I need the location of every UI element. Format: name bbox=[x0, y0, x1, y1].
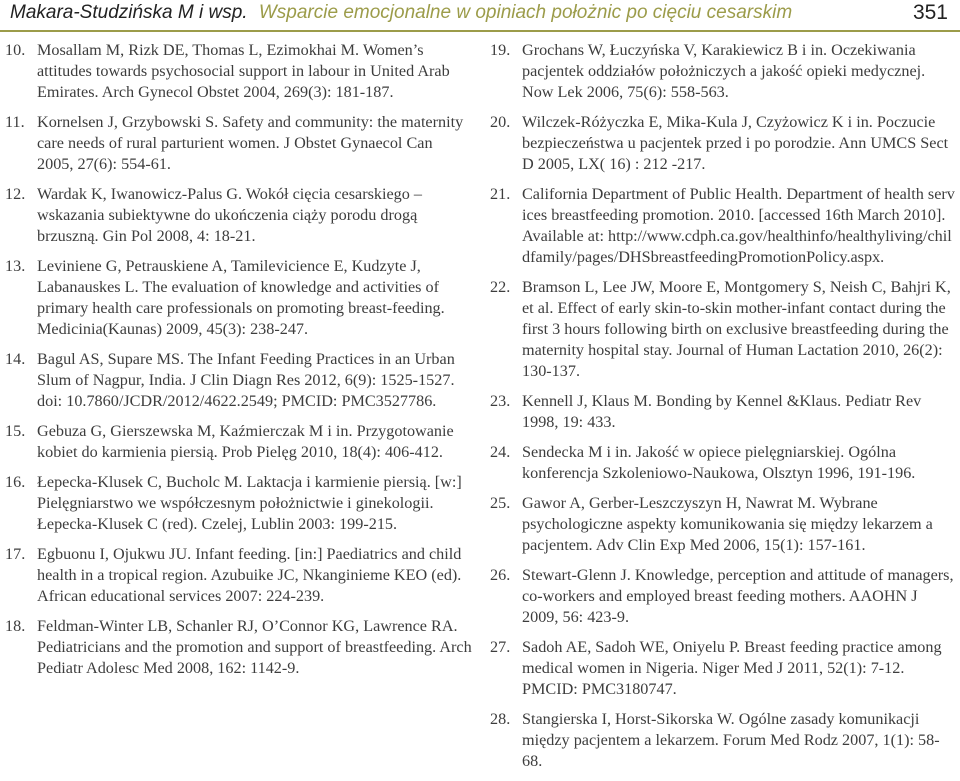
reference-item bbox=[490, 709, 955, 772]
reference-number: 22. bbox=[490, 278, 511, 296]
header-divider bbox=[0, 30, 960, 32]
reference-text: Stewart-Glenn J. Knowledge, perception and attitude of managers, co-workers and employed breast feeding mothers. AAOHN J 2009, 56: 423-9. bbox=[522, 566, 954, 626]
reference-number: 23. bbox=[490, 392, 511, 410]
reference-number: 26. bbox=[490, 566, 511, 584]
reference-number: 16. bbox=[5, 473, 26, 491]
reference-text: Łepecka-Klusek C, Bucholc M. Laktacja i karmienie piersią. [w:] Pielęgniarstwo we współczesnym położnictwie i ginekologii. Łepecka-Klusek C (red). Czelej, Lublin 2003: 199-215. bbox=[37, 473, 462, 533]
reference-number: 28. bbox=[490, 710, 511, 728]
reference-item bbox=[5, 421, 473, 463]
reference-item bbox=[490, 112, 955, 175]
reference-item bbox=[5, 616, 473, 679]
reference-item bbox=[490, 637, 955, 700]
reference-item bbox=[5, 40, 473, 103]
reference-text: California Department of Public Health. Department of health services breastfeeding promotion. 2010. [accessed 16th March 2010]. Available at: http://www.cdph.ca.gov/healthinfo/healthyliving/childfamily/pages/DHSbreastfeedingPromotionPolicy.aspx. bbox=[522, 185, 955, 266]
reference-text: Feldman-Winter LB, Schanler RJ, O’Connor KG, Lawrence RA. Pediatricians and the promotion and support of breastfeeding. Arch Pediatr Adolesc Med 2008, 162: 1142-9. bbox=[37, 617, 472, 677]
reference-text: Bagul AS, Supare MS. The Infant Feeding Practices in an Urban Slum of Nagpur, India. J Clin Diagn Res 2012, 6(9): 1525-1527. doi: 10.7860/JCDR/2012/4622.2549; PMCID: PMC3527786. bbox=[37, 350, 455, 410]
reference-number: 18. bbox=[5, 617, 26, 635]
references-right-column bbox=[490, 40, 955, 781]
reference-number: 25. bbox=[490, 494, 511, 512]
reference-item bbox=[5, 544, 473, 607]
reference-text: Gebuza G, Gierszewska M, Kaźmierczak M i in. Przygotowanie kobiet do karmienia piersią. Prob Pielęg 2010, 18(4): 406-412. bbox=[37, 422, 454, 461]
running-article-title: Wsparcie emocjonalne w opiniach położnic po cięciu cesarskim bbox=[258, 2, 793, 23]
reference-item bbox=[5, 112, 473, 175]
reference-text: Sadoh AE, Sadoh WE, Oniyelu P. Breast feeding practice among medical women in Nigeria. Niger Med J 2011, 52(1): 7-12. PMCID: PMC3180747. bbox=[522, 638, 942, 698]
reference-text: Kennell J, Klaus M. Bonding by Kennel &Klaus. Pediatr Rev 1998, 19: 433. bbox=[522, 392, 922, 431]
reference-text: Bramson L, Lee JW, Moore E, Montgomery S, Neish C, Bahjri K, et al. Effect of early skin-to-skin mother-infant contact during the first 3 hours following birth on exclusive breastfeeding during the maternity hospital stay. Journal of Human Lactation 2010, 26(2): 130-137. bbox=[522, 278, 951, 380]
reference-text: Leviniene G, Petrauskiene A, Tamilevicience E, Kudzyte J, Labanauskes L. The evaluation of knowledge and activities of primary health care professionals on promoting breast-feeding. Medicinia(Kaunas) 2009, 45(3): 238-247. bbox=[37, 257, 445, 338]
reference-number: 27. bbox=[490, 638, 511, 656]
reference-number: 10. bbox=[5, 41, 26, 59]
reference-number: 19. bbox=[490, 41, 511, 59]
reference-number: 13. bbox=[5, 257, 26, 275]
reference-number: 11. bbox=[5, 113, 25, 131]
reference-number: 15. bbox=[5, 422, 26, 440]
reference-text: Sendecka M i in. Jakość w opiece pielęgniarskiej. Ogólna konferencja Szkoleniowo-Naukowa, Olsztyn 1996, 191-196. bbox=[522, 443, 916, 482]
reference-item bbox=[490, 277, 955, 382]
reference-item bbox=[490, 184, 955, 268]
reference-item bbox=[490, 565, 955, 628]
reference-number: 12. bbox=[5, 185, 26, 203]
reference-item bbox=[490, 391, 955, 433]
references-left-column bbox=[5, 40, 473, 688]
reference-item bbox=[490, 442, 955, 484]
reference-text: Grochans W, Łuczyńska V, Karakiewicz B i in. Oczekiwania pacjentek oddziałów położniczych a jakość opieki medycznej. Now Lek 2006, 75(6): 558-563. bbox=[522, 41, 926, 101]
reference-item bbox=[5, 472, 473, 535]
running-title bbox=[10, 2, 792, 24]
page-number: 351 bbox=[912, 1, 948, 24]
reference-item bbox=[490, 493, 955, 556]
reference-number: 17. bbox=[5, 545, 26, 563]
reference-text: Wardak K, Iwanowicz-Palus G. Wokół cięcia cesarskiego – wskazania subiektywne do ukończenia ciąży porodu drogą brzuszną. Gin Pol 2008, 4: 18-21. bbox=[37, 185, 423, 245]
reference-text: Gawor A, Gerber-Leszczyszyn H, Nawrat M. Wybrane psychologiczne aspekty komunikowania się między lekarzem a pacjentem. Adv Clin Exp Med 2006, 15(1): 157-161. bbox=[522, 494, 933, 554]
reference-text: Stangierska I, Horst-Sikorska W. Ogólne zasady komunikacji między pacjentem a lekarzem. Forum Med Rodz 2007, 1(1): 58-68. bbox=[522, 710, 940, 770]
reference-text: Wilczek-Różyczka E, Mika-Kula J, Czyżowicz K i in. Poczucie bezpieczeństwa u pacjentek przed i po porodzie. Ann UMCS Sect D 2005, LX( 16) : 212 -217. bbox=[522, 113, 949, 173]
reference-number: 21. bbox=[490, 185, 511, 203]
reference-number: 24. bbox=[490, 443, 511, 461]
reference-item bbox=[5, 349, 473, 412]
reference-number: 14. bbox=[5, 350, 26, 368]
reference-item bbox=[490, 40, 955, 103]
reference-text: Mosallam M, Rizk DE, Thomas L, Ezimokhai M. Women’s attitudes towards psychosocial support in labour in United Arab Emirates. Arch Gynecol Obstet 2004, 269(3): 181-187. bbox=[37, 41, 450, 101]
reference-number: 20. bbox=[490, 113, 511, 131]
running-header bbox=[0, 0, 960, 30]
reference-text: Kornelsen J, Grzybowski S. Safety and community: the maternity care needs of rural parturient women. J Obstet Gynaecol Can 2005, 27(6): 554-61. bbox=[37, 113, 464, 173]
reference-item bbox=[5, 256, 473, 340]
reference-item bbox=[5, 184, 473, 247]
running-authors: Makara-Studzińska M i wsp. bbox=[10, 2, 248, 23]
reference-text: Egbuonu I, Ojukwu JU. Infant feeding. [in:] Paediatrics and child health in a tropical region. Azubuike JC, Nkanginieme KEO (ed). African educational services 2007: 224-239. bbox=[37, 545, 462, 605]
